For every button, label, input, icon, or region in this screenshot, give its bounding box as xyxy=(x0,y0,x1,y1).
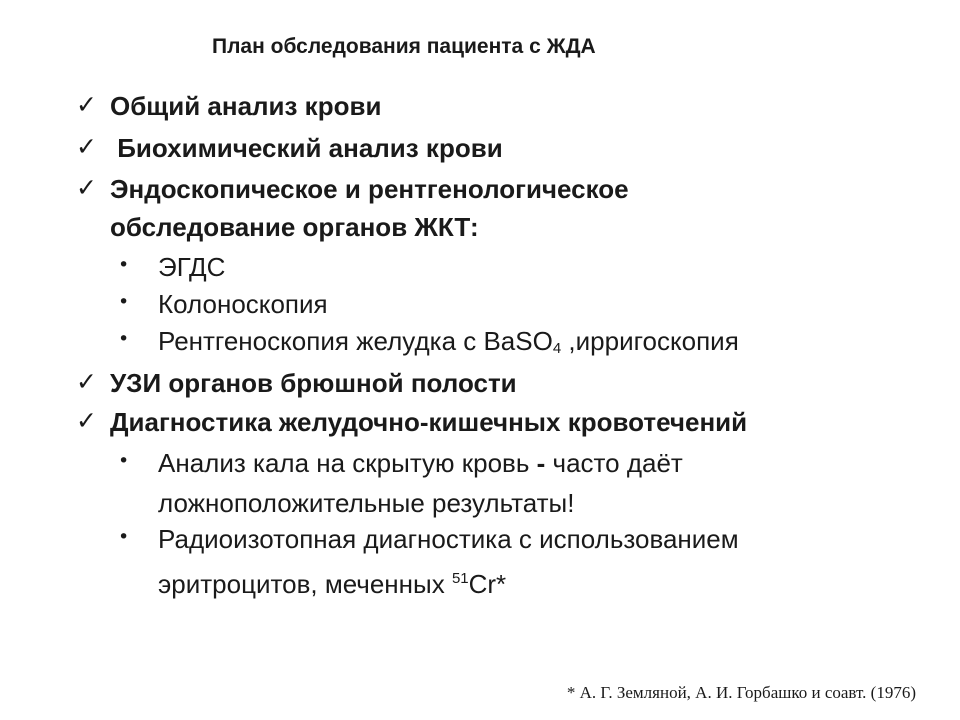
checklist-item-cbc xyxy=(76,87,381,125)
bullet-icon: • xyxy=(118,450,130,472)
page-title: План обследования пациента с ЖДА xyxy=(212,35,596,58)
bullet-label-line1: Анализ кала на скрытую кровь xyxy=(158,448,537,478)
bullet-icon: • xyxy=(118,328,130,350)
checkmark-icon: ✓ xyxy=(76,367,97,396)
checklist-item-label: Общий анализ крови xyxy=(110,91,382,121)
bullet-item-occult-blood xyxy=(118,443,683,523)
checklist-item-label-line2: обследование органов ЖКТ: xyxy=(110,212,479,242)
checkmark-icon: ✓ xyxy=(76,90,97,119)
checklist-item-label: Биохимический анализ крови xyxy=(110,133,503,163)
bullet-icon: • xyxy=(118,526,130,548)
bullet-item-radioisotope xyxy=(118,519,739,604)
checkmark-icon: ✓ xyxy=(76,173,97,202)
bullet-item-egds xyxy=(118,247,225,287)
checklist-item-biochemistry xyxy=(76,129,503,167)
bullet-item-colonoscopy xyxy=(118,284,328,324)
bullet-item-label xyxy=(158,443,683,523)
checklist-item-ultrasound xyxy=(76,364,517,402)
checklist-item-label-line1: Эндоскопическое и рентгенологическое xyxy=(110,174,629,204)
checklist-item-gi-bleeding xyxy=(76,403,747,441)
checklist-item-label: УЗИ органов брюшной полости xyxy=(110,368,517,398)
bullet-icon: • xyxy=(118,254,130,276)
bullet-item-label xyxy=(158,519,739,604)
bullet-item-label: ЭГДС xyxy=(158,252,226,282)
bullet-label-tail: часто даёт xyxy=(545,448,683,478)
superscript-fifty-one: 51 xyxy=(451,570,469,587)
bullet-icon: • xyxy=(118,291,130,313)
bullet-label-after: ,ирригоскопия xyxy=(561,326,739,356)
footnote: * А. Г. Земляной, А. И. Горбашко и соавт. (1976) xyxy=(566,683,916,702)
bullet-item-label xyxy=(158,321,739,369)
bullet-label-line2-after: Cr* xyxy=(468,569,507,599)
bullet-label-line1: Радиоизотопная диагностика с использованием xyxy=(158,524,739,554)
bullet-item-xray xyxy=(118,321,739,369)
subscript-four: 4 xyxy=(552,340,562,357)
bullet-label-line2-before: эритроцитов, меченных xyxy=(158,569,452,599)
bullet-label-dash: - xyxy=(536,448,546,478)
bullet-item-label: Колоноскопия xyxy=(158,289,328,319)
bullet-label-line2: ложноположительные результаты! xyxy=(158,488,575,518)
checklist-item-label xyxy=(110,170,629,246)
checkmark-icon: ✓ xyxy=(76,406,97,435)
checkmark-icon: ✓ xyxy=(76,132,97,161)
bullet-label-before: Рентгеноскопия желудка с BaSO xyxy=(158,326,553,356)
checklist-item-label: Диагностика желудочно-кишечных кровотечений xyxy=(110,407,748,437)
checklist-item-endoscopy xyxy=(76,170,629,246)
